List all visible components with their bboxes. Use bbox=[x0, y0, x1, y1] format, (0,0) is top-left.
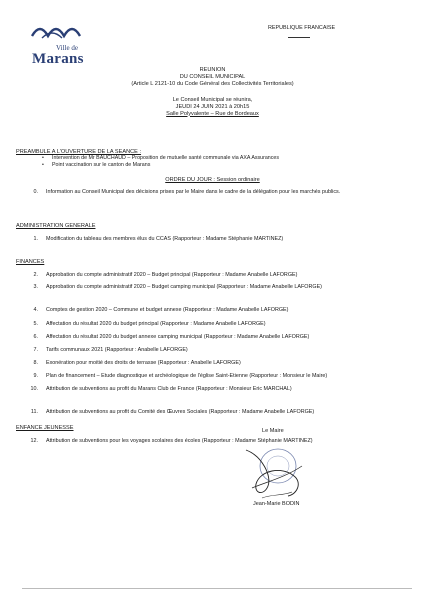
preambule-bullet bbox=[42, 162, 151, 169]
republique-underline bbox=[288, 37, 310, 38]
title-block bbox=[60, 67, 365, 87]
list-item bbox=[22, 188, 412, 206]
meeting-intro: Le Conseil Municipal se réunira, bbox=[172, 97, 253, 103]
item-text: Approbation du compte administratif 2020 – Budget camping municipal (Rapporteur : Madame Anabelle LAFORGE) bbox=[46, 284, 322, 290]
title-reunion: REUNION bbox=[199, 67, 226, 73]
le-maire-label: Le Maire bbox=[262, 428, 284, 434]
town-logo bbox=[26, 18, 96, 68]
item-text: Attribution de subventions pour les voyages scolaires des écoles (Rapporteur : Madame Stéphanie MARTINEZ) bbox=[46, 438, 313, 444]
bullet-icon: • bbox=[42, 155, 44, 161]
item-number: 11. bbox=[30, 409, 38, 415]
item-text: Exonération pour moitié des droits de terrasse (Rapporteur : Anabelle LAFORGE) bbox=[46, 360, 241, 366]
title-conseil: DU CONSEIL MUNICIPAL bbox=[179, 73, 246, 80]
meeting-block bbox=[60, 97, 365, 117]
logo-ville: Ville de bbox=[56, 44, 78, 52]
item-number: 6. bbox=[33, 334, 38, 340]
preambule-bullet bbox=[42, 155, 279, 162]
item-text: Modification du tableau des membres élus du CCAS (Rapporteur : Madame Stéphanie MARTINEZ) bbox=[46, 236, 284, 242]
item-number: 12. bbox=[30, 438, 38, 444]
page-bottom-edge bbox=[22, 588, 412, 589]
title-article: (Article L 2121-10 du Code Général des Collectivités Territoriales) bbox=[131, 80, 294, 87]
item-number: 3. bbox=[33, 284, 38, 290]
item-number: 0. bbox=[33, 189, 38, 195]
logo-name: Marans bbox=[32, 51, 84, 67]
item-text: Tarifs communaux 2021 (Rapporteur : Anabelle LAFORGE) bbox=[46, 347, 188, 353]
item-number: 2. bbox=[33, 272, 38, 278]
finances-heading: FINANCES bbox=[16, 259, 45, 265]
bullet-icon: • bbox=[42, 162, 44, 168]
signature-stamp-icon bbox=[232, 436, 312, 506]
item-text: Approbation du compte administratif 2020 – Budget principal (Rapporteur : Madame Anabelle LAFORGE) bbox=[46, 272, 298, 278]
item-text: Plan de financement – Etude diagnostique et archéologique de l'église Saint-Etienne (Rapporteur : Monsieur le Maire) bbox=[46, 373, 328, 379]
item-text: Attribution de subventions au profit du Comité des Œuvres Sociales (Rapporteur : Madame Anabelle LAFORGE) bbox=[46, 409, 315, 415]
item-number: 8. bbox=[33, 360, 38, 366]
item-text: Affectation du résultat 2020 du budget annexe camping municipal (Rapporteur : Madame Anabelle LAFORGE) bbox=[46, 334, 310, 340]
preambule-heading: PREAMBULE A L'OUVERTURE DE LA SEANCE : bbox=[16, 149, 142, 155]
item-number: 9. bbox=[33, 373, 38, 379]
preambule-bullet-text: Point vaccination sur le canton de Marans bbox=[52, 162, 151, 168]
enfance-heading: ENFANCE JEUNESSE bbox=[16, 425, 74, 431]
item-number: 4. bbox=[33, 307, 38, 313]
item-text: Attribution de subventions au profit du Marans Club de France (Rapporteur : Monsieur Eric MARCHAL) bbox=[46, 386, 292, 392]
ordre-du-jour-label: ORDRE DU JOUR : Session ordinaire bbox=[165, 177, 260, 183]
preambule-bullet-text: Intervention de Mr BAUCHAUD – Proposition de mutuelle santé communale via AXA Assurances bbox=[52, 155, 279, 161]
item-text: Affectation du résultat 2020 du budget principal (Rapporteur : Madame Anabelle LAFORGE) bbox=[46, 321, 266, 327]
item-number: 7. bbox=[33, 347, 38, 353]
bridge-arches-icon bbox=[30, 18, 90, 42]
item-text: Information au Conseil Municipal des décisions prises par le Maire dans le cadre de la délégation pour les marchés publics. bbox=[46, 189, 341, 195]
meeting-date: JEUDI 24 JUIN 2021 à 20h15 bbox=[175, 103, 250, 110]
item-number: 5. bbox=[33, 321, 38, 327]
item-number: 10. bbox=[30, 386, 38, 392]
item-number: 1. bbox=[33, 236, 38, 242]
mayor-name: Jean-Marie BODIN bbox=[253, 501, 300, 507]
meeting-location: Salle Polyvalente – Rue de Bordeaux bbox=[166, 110, 259, 117]
item-text: Comptes de gestion 2020 – Commune et budget annexe (Rapporteur : Madame Anabelle LAFORGE) bbox=[46, 307, 289, 313]
republique-label: REPUBLIQUE FRANCAISE bbox=[268, 25, 336, 31]
admin-heading: ADMINISTRATION GENERALE bbox=[16, 223, 96, 229]
